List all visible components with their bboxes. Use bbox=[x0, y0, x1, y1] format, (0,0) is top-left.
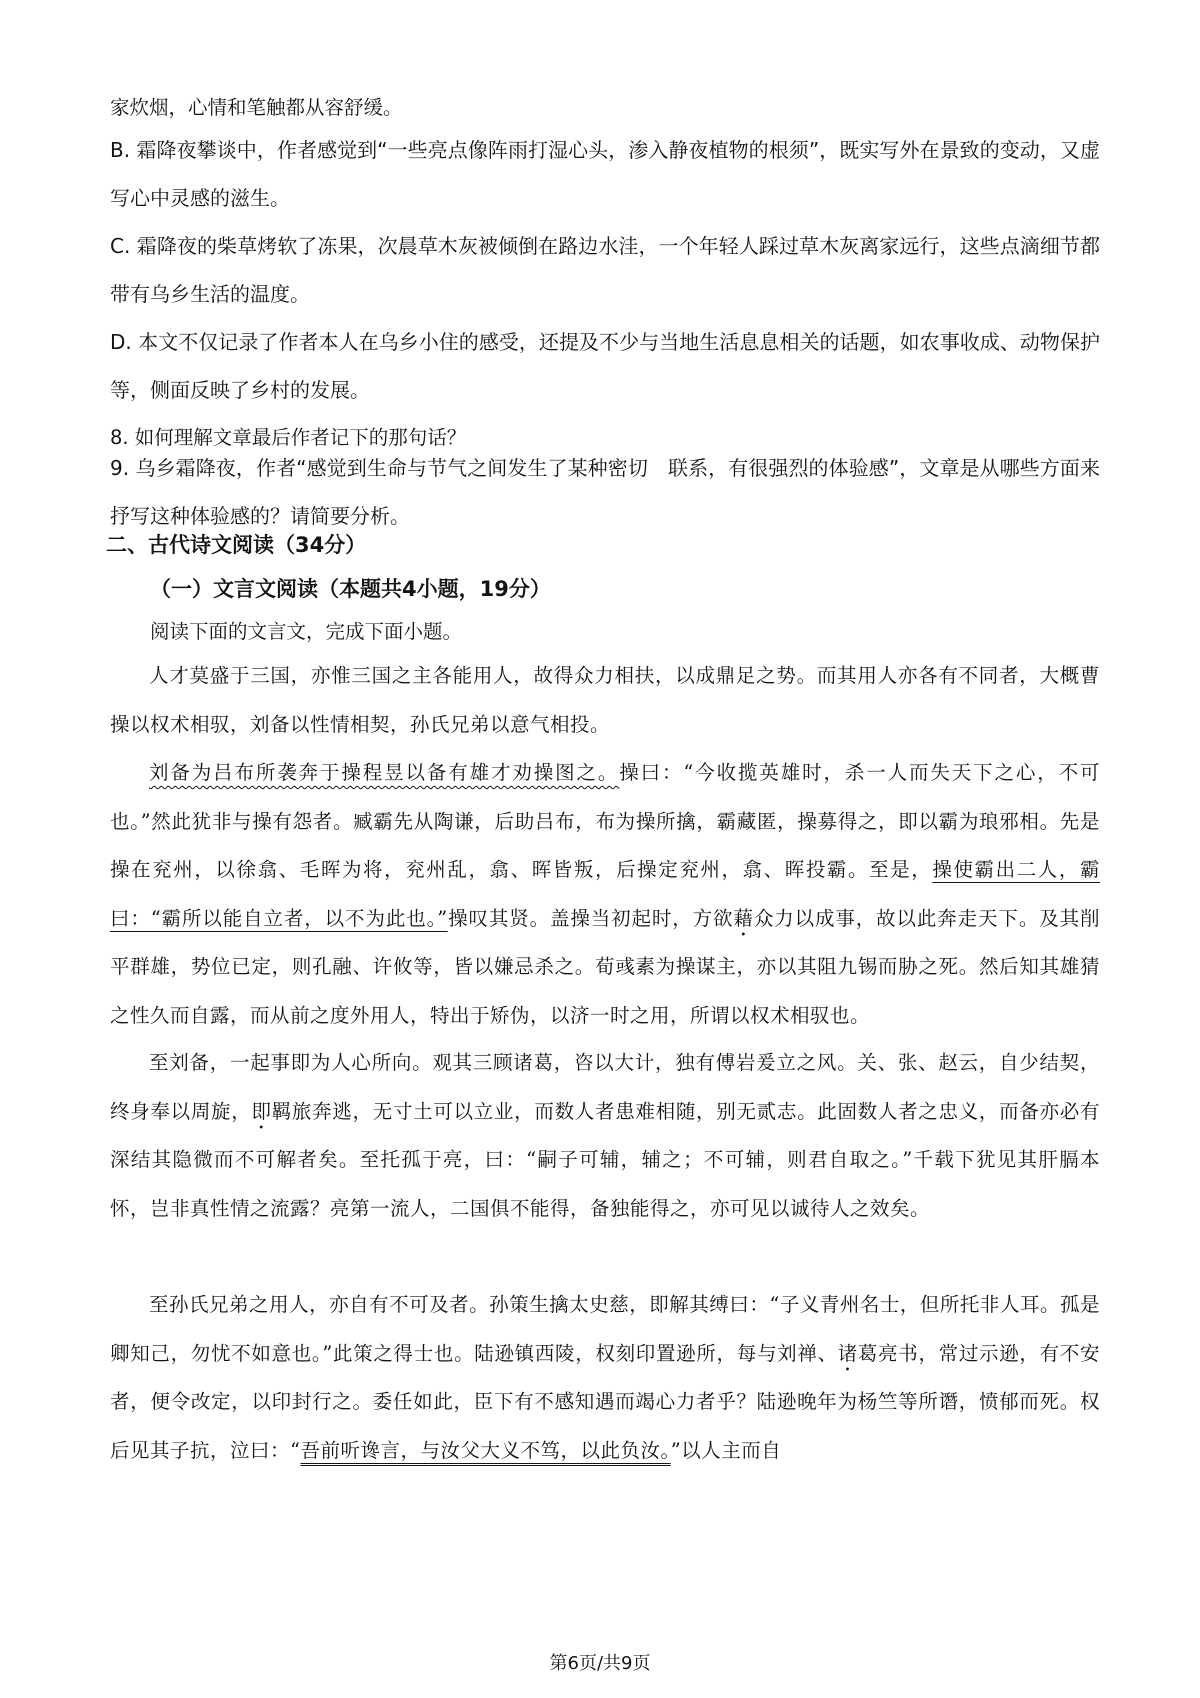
underlined-sentence-1: 操使霸出二人，霸曰：“霸所以能自立者，以不为此也。” bbox=[110, 858, 1100, 930]
section-title: 二、古代诗文阅读（34分） bbox=[106, 533, 367, 557]
option-b: B. 霜降夜攀谈中，作者感觉到“一些亮点像阵雨打湿心头，渗入静夜植物的根须”，既实写外在景致的变动，又虚写心中灵感的滋生。 bbox=[110, 138, 1100, 210]
passage-text: 至刘备，一起事即为人心所向。观其三顾诸葛，咨以大计，独有傅岩爰立之风。关、张、赵云，自少结契，终身奉以周旋， bbox=[110, 1051, 1100, 1123]
wavy-underlined-sentence: 刘备为吕布所袭奔于操程昱以备有雄才劝操图之。 bbox=[149, 761, 620, 784]
passage-text: 至孙氏兄弟之用人，亦自有不可及者。孙策生擒太史慈，即解其缚曰：“子义青州名士，但所托非人耳。孤是卿知己，勿忧不如意也。”此策之得士也。陆逊镇西陵，权刻印置逊所，每与刘禅、 bbox=[110, 1293, 1100, 1365]
passage-paragraph-3 bbox=[110, 1039, 1100, 1233]
text-continued-line: 家炊烟，心情和笔触都从容舒缓。 bbox=[110, 96, 403, 119]
passage-text: 葛亮书，常过示逊，有不安者，便令改定，以印封行之。委任如此，臣下有不感知遇而竭心力者乎？陆逊晚年为杨竺等所谮，愤郁而死。权后见其子抗，泣曰：“ bbox=[110, 1341, 1100, 1462]
passage-text: 羁旅奔逃，无寸土可以立业，而数人者患难相随，别无贰志。此固数人者之忠义，而备亦必有深结其隐微而不可解者矣。至托孤于亮，曰：“嗣子可辅，辅之；不可辅，则君自取之。”千载下犹见其肝膈本怀，岂非真性情之流露？亮第一流人，二国俱不能得，备独能得之，亦可见以诚待人之效矣。 bbox=[110, 1099, 1100, 1220]
dotted-word: 诸 bbox=[837, 1341, 858, 1365]
passage-text: 众力以成事，故以此奔走天下。及其削平群雄，势位已定，则孔融、许攸等，皆以嫌忌杀之。荀彧素为操谋主，亦以其阻九锡而胁之死。然后知其雄猜之性久而自露，而从前之度外用人，特出于矫伪，以济一时之用，所谓以权术相驭也。 bbox=[110, 906, 1100, 1027]
page-number: 第6页/共9页 bbox=[549, 1653, 651, 1674]
passage-text: 操曰：“今收揽英雄时，杀一人而失天下之心，不可也。”然此犹非与操有怨者。臧霸先从陶谦，后助吕布，布为操所擒，霸藏匿，操募得之，即以霸为琅邪相。先是操在兖州，以徐翕、毛晖为将，兖州乱，翕、晖皆叛，后操定兖州，翕、晖投霸。至是， bbox=[110, 761, 1100, 881]
question-8: 8. 如何理解文章最后作者记下的那句话？ bbox=[110, 426, 467, 449]
dotted-word: 藉 bbox=[733, 906, 754, 930]
passage-paragraph-4 bbox=[110, 1281, 1100, 1475]
passage-text: ”以人主而自 bbox=[670, 1438, 782, 1462]
passage-text: 操叹其贤。盖操当初起时，方欲 bbox=[447, 906, 734, 930]
dotted-word: 即 bbox=[251, 1099, 272, 1123]
question-9: 9. 乌乡霜降夜，作者“感觉到生命与节气之间发生了某种密切 联系，有很强烈的体验感”，文章是从哪些方面来抒写这种体验感的？请简要分析。 bbox=[110, 456, 1100, 528]
passage-paragraph-1: 人才莫盛于三国，亦惟三国之主各能用人，故得众力相扶，以成鼎足之势。而其用人亦各有不同者，大概曹操以权术相驭，刘备以性情相契，孙氏兄弟以意气相投。 bbox=[110, 664, 1100, 736]
underlined-sentence-2: 吾前听谗言，与汝父大义不笃，以此负汝。 bbox=[300, 1438, 671, 1462]
section-subtitle: （一）文言文阅读（本题共4小题，19分） bbox=[150, 577, 551, 601]
option-c: C. 霜降夜的柴草烤软了冻果，次晨草木灰被倾倒在路边水洼，一个年轻人踩过草木灰离家远行，这些点滴细节都带有乌乡生活的温度。 bbox=[110, 234, 1100, 306]
instruction: 阅读下面的文言文，完成下面小题。 bbox=[150, 620, 463, 643]
option-d: D. 本文不仅记录了作者本人在乌乡小住的感受，还提及不少与当地生活息息相关的话题，如农事收成、动物保护等，侧面反映了乡村的发展。 bbox=[110, 330, 1100, 402]
passage-paragraph-2 bbox=[110, 749, 1100, 1040]
